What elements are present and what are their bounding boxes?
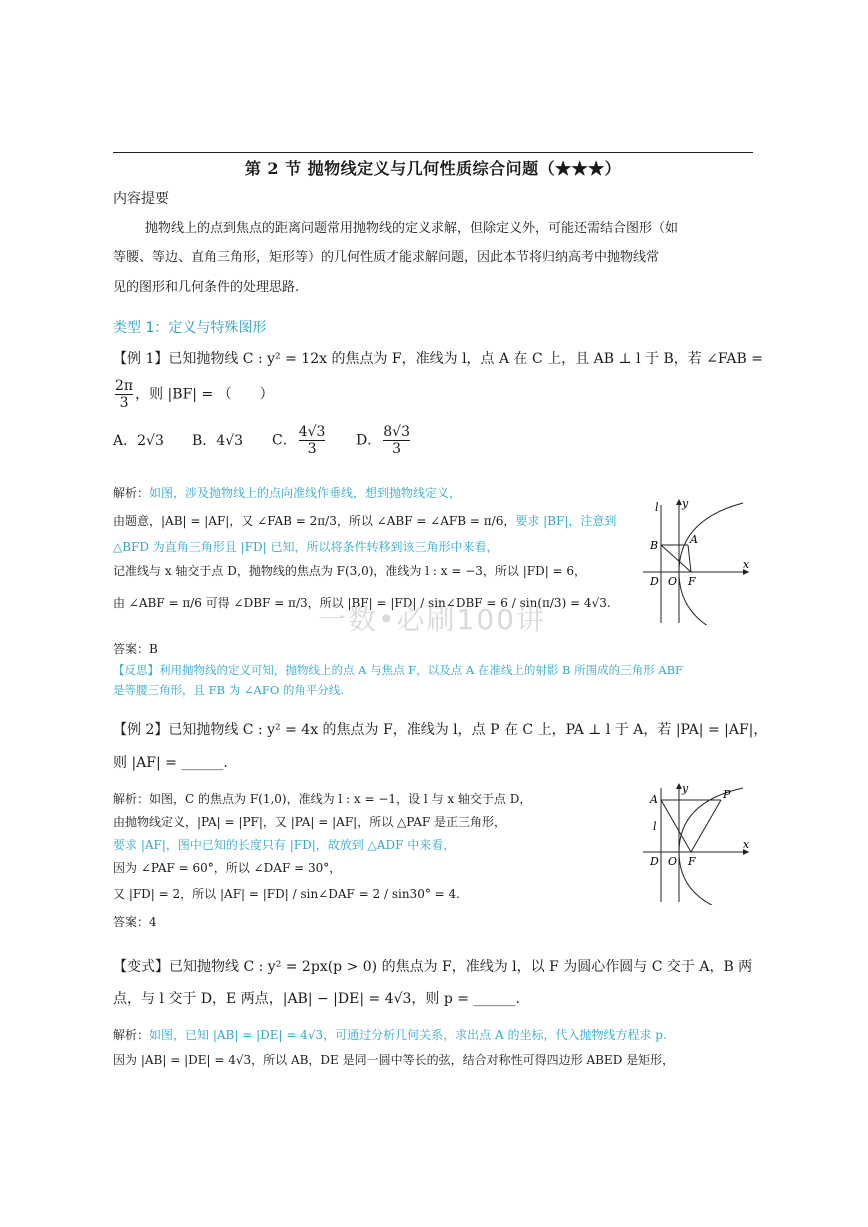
choice-c [272,424,327,457]
variant-label: 【变式】 [113,959,169,975]
example-1-answer: 答案：B [113,642,158,656]
analysis-label: 解析： [113,792,150,806]
label-d: D [650,575,659,588]
variant-analysis-line-2: 因为 |AB| = |DE| = 4√3，所以 AB，DE 是同一圆中等长的弦，结合对称性可得四边形 ABED 是矩形， [113,1053,675,1067]
example-2-stem: 已知抛物线 C : y² = 4x 的焦点为 F，准线为 l，点 P 在 C 上，PA ⊥ l 于 A，若 |PA| = |AF|， [168,722,768,738]
example-1-analysis-line-3: △BFD 为直角三角形且 |FD| 已知，所以将条件转移到该三角形中来看， [113,540,499,554]
reflection-line-2: 是等腰三角形，且 FB 为 ∠AFO 的角平分线. [113,683,345,697]
label-l: l [655,501,659,514]
example-2-line-2: 则 |AF| = ______. [113,755,228,771]
segment-bf [661,545,691,572]
analysis-label: 解析： [113,486,150,500]
label-y: y [682,782,689,795]
label-x: x [743,838,750,851]
label-a: A [690,533,698,546]
example-2-figure [643,780,753,905]
label-o: O [668,575,678,588]
label-x: x [743,558,750,571]
example-2-analysis-line-4: 因为 ∠PAF = 60°，所以 ∠DAF = 30°， [113,861,342,875]
example-2-line-1 [113,719,767,739]
choice-a [113,430,164,450]
intro-line-3: 见的图形和几何条件的处理思路. [113,280,300,295]
analysis-label: 解析： [113,1028,150,1042]
analysis-text: 如图，涉及抛物线上的点向准线作垂线，想到抛物线定义， [149,486,462,500]
label-d: D [650,855,659,868]
example-1-analysis-line-5: 由 ∠ABF = π/6 可得 ∠DBF = π/3，所以 |BF| = |FD| / sin∠DBF = 6 / sin(π/3) = 4√3. [113,596,611,610]
example-2-analysis-line-2: 由抛物线定义，|PA| = |PF|，又 |PA| = |AF|，所以 △PAF 是正三角形， [113,815,507,829]
example-1-figure [643,495,753,625]
example-2-label: 【例 2】 [113,722,169,738]
example-2-analysis-line-5: 又 |FD| = 2，所以 |AF| = |FD| / sin∠DAF = 2 / sin30° = 4. [113,887,460,901]
analysis-text: 由题意，|AB| = |AF|，又 ∠FAB = 2π/3，所以 ∠ABF = ∠AFB = π/6， [113,514,516,528]
angle-denominator: 3 [115,394,133,411]
choice-d-den: 3 [383,440,410,457]
example-2-answer: 答案：4 [113,915,157,929]
example-1-line-2 [113,378,274,411]
variant-line-2: 点，与 l 交于 D，E 两点，|AB| − |DE| = 4√3，则 p = ______. [113,991,520,1007]
label-f: F [688,855,696,868]
example-2-analysis-line-3: 要求 |AF|，图中已知的长度只有 |FD|，故放到 △ADF 中来看， [113,838,456,852]
label-a: A [650,793,658,806]
choice-c-label: C． [272,432,297,449]
parabola-upper [679,503,743,572]
page-title: 第 2 节 抛物线定义与几何性质综合问题（★★★） [244,159,622,178]
segment-af [688,545,691,572]
choice-b-label: B． [192,433,217,449]
choice-c-den: 3 [299,440,326,457]
analysis-text: 要求 |BF|，注意到 [515,514,617,528]
example-1-line-1 [113,348,763,368]
example-1-question: ，则 |BF| = （ ） [135,386,274,403]
label-y: y [682,497,689,510]
example-1-label: 【例 1】 [113,351,169,367]
example-1-analysis-line-4: 记准线与 x 轴交于点 D，抛物线的焦点为 F(3,0)，准线为 l : x = −3，所以 |FD| = 6， [113,564,587,578]
angle-fraction [115,378,133,411]
choice-d-label: D． [356,432,382,449]
label-l: l [653,820,657,833]
type-heading: 类型 1：定义与特殊图形 [113,320,267,336]
choice-a-text: 2√3 [137,433,164,449]
segment-af [661,800,691,852]
intro-line-1: 抛物线上的点到焦点的距离问题常用抛物线的定义求解，但除定义外，可能还需结合图形（如 [145,221,679,236]
intro-line-2: 等腰、等边、直角三角形，矩形等）的几何性质才能求解问题，因此本节将归纳高考中抛物线常 [113,250,660,265]
label-f: F [688,575,696,588]
reflection-line-1: 【反思】利用抛物线的定义可知，抛物线上的点 A 与焦点 F，以及点 A 在准线上的射影 B 所围成的三角形 ABF [113,663,684,677]
example-1-analysis-line-2 [113,512,616,529]
section-label: 内容提要 [113,191,169,207]
analysis-text: 如图，已知 |AB| = |DE| = 4√3，可通过分析几何关系，求出点 A 的坐标，代入抛物线方程求 p. [149,1028,667,1042]
label-o: O [668,855,678,868]
label-b: B [650,539,659,552]
label-p: P [723,788,731,801]
choice-d [356,424,412,457]
choice-c-fraction [299,424,326,457]
parabola-upper [679,788,743,852]
angle-numerator: 2π [115,378,134,394]
variant-line-1 [113,956,752,976]
choice-c-num: 4√3 [298,424,326,440]
analysis-text: 如图，C 的焦点为 F(1,0)，准线为 l : x = −1，设 l 与 x 轴交于点 D， [149,792,532,806]
variant-analysis-line-1 [113,1026,667,1043]
variant-stem: 已知抛物线 C : y² = 2px(p > 0) 的焦点为 F，准线为 l，以 F 为圆心作圆与 C 交于 A，B 两 [169,959,753,975]
choice-d-num: 8√3 [383,424,410,440]
example-2-analysis-line-1 [113,790,531,807]
example-1-analysis-line-1 [113,484,461,501]
choice-a-label: A． [113,433,138,449]
title-rule [113,152,753,153]
choice-b-text: 4√3 [216,433,244,449]
segment-pf [691,800,721,852]
choice-d-fraction [383,424,410,457]
example-1-stem: 已知抛物线 C : y² = 12x 的焦点为 F，准线为 l，点 A 在 C 上，且 AB ⊥ l 于 B，若 ∠FAB = [168,351,764,367]
watermark: 一数•必刷100讲 [318,603,546,636]
choice-b [192,430,243,450]
